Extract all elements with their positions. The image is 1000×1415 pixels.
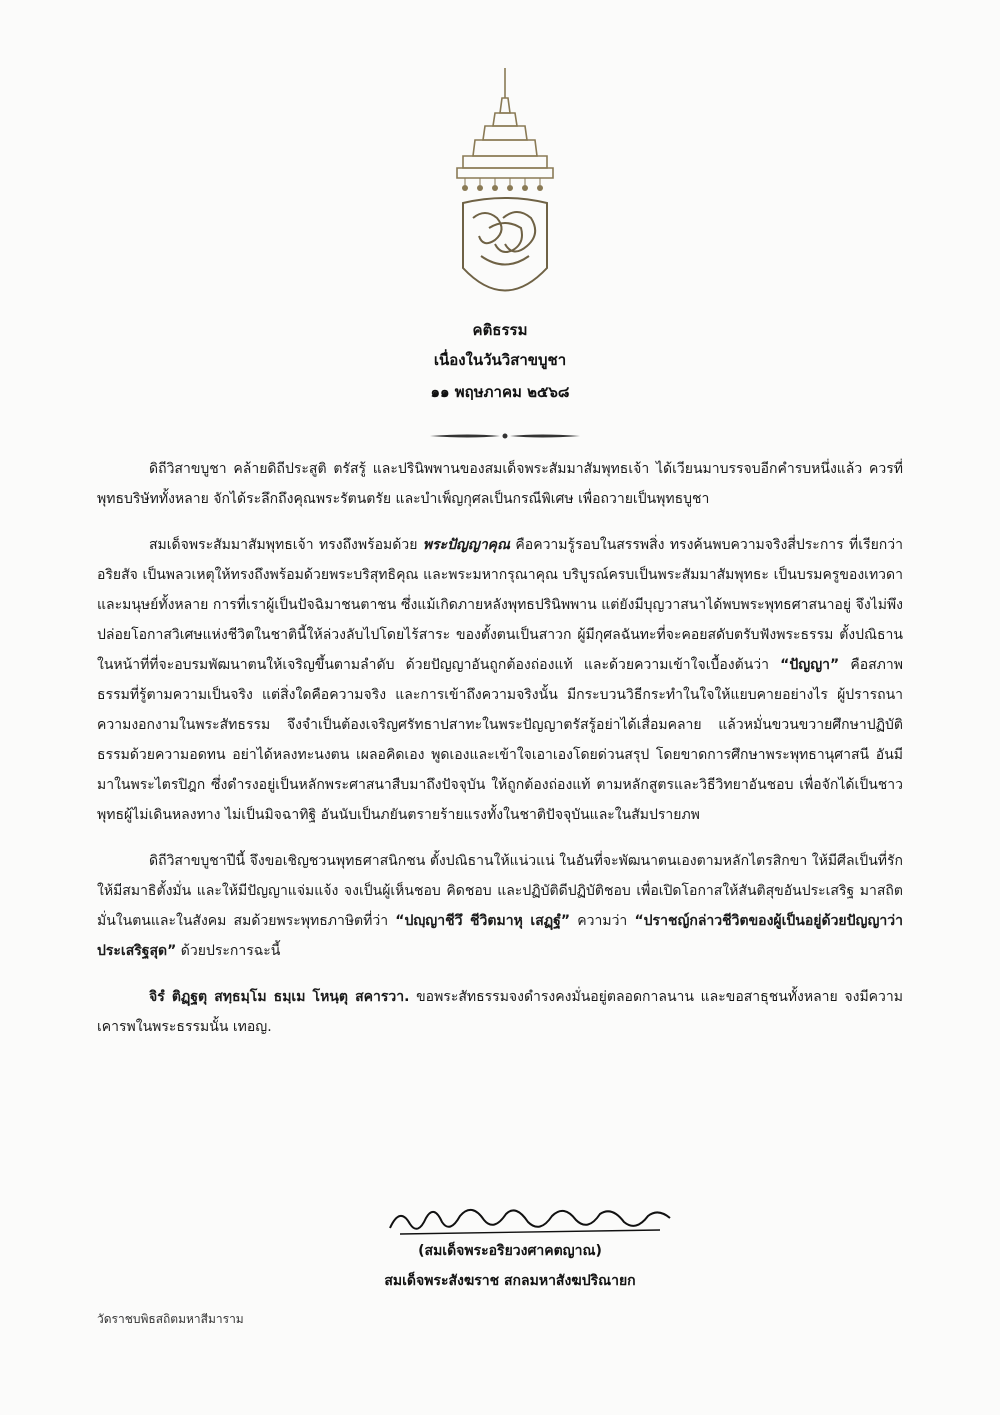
royal-emblem-icon	[455, 68, 555, 308]
paragraph-2-emphasis-2: “ปัญญา”	[780, 657, 840, 673]
issuing-place: วัดราชบพิธสถิตมหาสีมาราม	[97, 1312, 244, 1326]
ornamental-divider-icon	[430, 428, 580, 444]
paragraph-3-pali-quote: “ปญฺญาชีวึ ชีวิตมาหุ เสฏฺฐํ”	[395, 913, 571, 929]
document-title: คติธรรม	[472, 321, 528, 339]
document-subtitle: เนื่องในวันวิสาขบูชา	[433, 351, 567, 369]
paragraph-4-pali: จิรํ ติฏฺฐตุ สทฺธมฺโม ธมฺเม โหนฺตุ สคารวา.	[149, 989, 410, 1005]
paragraph-2-text-c: คือสภาพธรรมที่รู้ตามความเป็นจริง แต่สิ่งใดคือความจริง และการเข้าถึงความจริงนั้น มีกระบวนวิธีกระทำในใจให้แยบคายอย่างไร ผู้ปรารถนาความงอกงามในพระสัทธรรม จึงจำเป็นต้องเจริญศรัทธาปสาทะในพระปัญญาตรัสรู้อย่าได้เสื่อมคลาย แล้วหมั่นขวนขวายศึกษาปฏิบัติธรรมด้วยความอดทน อย่าได้หลงทะนงตน เผลอคิดเอง พูดเองและเข้าใจเอาเองโดยด่วนสรุป โดยขาดการศึกษาพระพุทธานุศาสนี อันมีมาในพระไตรปิฎก ซึ่งดำรงอยู่เป็นหลักพระศาสนาสืบมาถึงปัจจุบัน ให้ถูกต้องถ่องแท้ ตามหลักสูตรและวิธีวิทยาอันชอบ เพื่อจักได้เป็นชาวพุทธผู้ไม่เดินหลงทาง ไม่เป็นมิจฉาทิฐิ อันนับเป็นภยันตรายร้ายแรงทั้งในชาติปัจจุบันและในสัมปรายภพ	[97, 657, 903, 823]
paragraph-2-text-a: สมเด็จพระสัมมาสัมพุทธเจ้า ทรงถึงพร้อมด้วย	[149, 537, 423, 553]
paragraph-2-text-b: คือความรู้รอบในสรรพสิ่ง ทรงค้นพบความจริงสี่ประการ ที่เรียกว่าอริยสัจ เป็นพลวเหตุให้ทรงถึงพร้อมด้วยพระบริสุทธิคุณ และพระมหากรุณาคุณ บริบูรณ์ครบเป็นพระสัมมาสัมพุทธะ เป็นบรมครูของเทวดาและมนุษย์ทั้งหลาย การที่เราผู้เป็นปัจฉิมาชนตาชน ซึ่งแม้เกิดภายหลังพุทธปรินิพพาน แต่ยังมีบุญวาสนาได้พบพระพุทธศาสนาอยู่ จึงไม่พึงปล่อยโอกาสวิเศษแห่งชีวิตในชาตินี้ให้ล่วงลับไปโดยไร้สาระ ของตั้งตนเป็นสาวก ผู้มีกุศลฉันทะที่จะคอยสดับตรับฟังพระธรรม ตั้งปณิธานในหน้าที่ที่จะอบรมพัฒนาตนให้เจริญขึ้นตามลำดับ ด้วยปัญญาอันถูกต้องถ่องแท้ และด้วยความเข้าใจเบื้องต้นว่า	[97, 537, 903, 673]
paragraph-3-translation: “ปราชญ์กล่าวชีวิตของผู้เป็นอยู่ด้วยปัญญาว่า ประเสริฐสุด”	[97, 913, 903, 959]
document-date: ๑๑ พฤษภาคม ๒๕๖๘	[430, 383, 570, 401]
paragraph-2	[97, 530, 903, 830]
paragraph-3	[97, 846, 903, 966]
paragraph-4	[97, 982, 903, 1042]
paragraph-3-text-b: ความว่า	[570, 913, 635, 929]
signatory-name: (สมเด็จพระอริยวงศาคตญาณ)	[418, 1243, 602, 1259]
signatory-title: สมเด็จพระสังฆราช สกลมหาสังฆปริณายก	[384, 1273, 636, 1289]
letter-body	[97, 454, 903, 1058]
handwritten-signature	[380, 1198, 680, 1240]
paragraph-2-emphasis: พระปัญญาคุณ	[422, 537, 511, 553]
paragraph-3-text-a: ดิถีวิสาขบูชาปีนี้ จึงขอเชิญชวนพุทธศาสนิกชน ตั้งปณิธานให้แน่วแน่ ในอันที่จะพัฒนาตนเองตามหลักไตรสิกขา ให้มีศีลเป็นที่รัก ให้มีสมาธิตั้งมั่น และให้มีปัญญาแจ่มแจ้ง จงเป็นผู้เห็นชอบ คิดชอบ และปฏิบัติดีปฏิบัติชอบ เพื่อเปิดโอกาสให้สันติสุขอันประเสริฐ มาสถิตมั่นในตนและในสังคม สมด้วยพระพุทธภาษิตที่ว่า	[97, 853, 903, 929]
paragraph-4-text: ขอพระสัทธรรมจงดำรงคงมั่นอยู่ตลอดกาลนาน และขอสาธุชนทั้งหลาย จงมีความเคารพในพระธรรมนั้น เทอญ.	[97, 989, 903, 1035]
paragraph-1: ดิถีวิสาขบูชา คล้ายดิถีประสูติ ตรัสรู้ และปรินิพพานของสมเด็จพระสัมมาสัมพุทธเจ้า ได้เวียนมาบรรจบอีกคำรบหนึ่งแล้ว ควรที่พุทธบริษัททั้งหลาย จักได้ระลึกถึงคุณพระรัตนตรัย และบำเพ็ญกุศลเป็นกรณีพิเศษ เพื่อถวายเป็นพุทธบูชา	[97, 461, 903, 507]
paragraph-3-text-c: ด้วยประการฉะนี้	[176, 943, 281, 959]
